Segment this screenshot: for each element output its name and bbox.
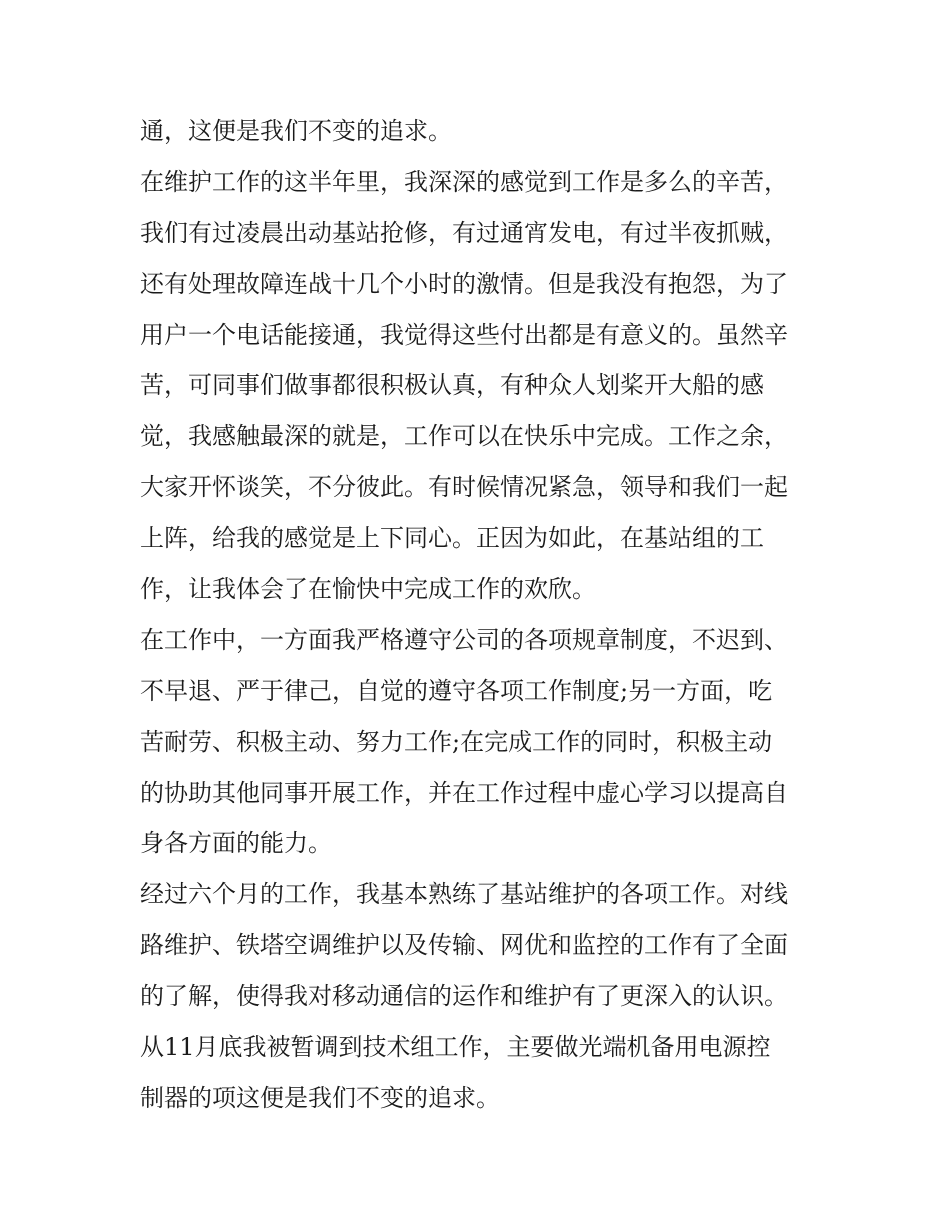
text-line-1: 通，这便是我们不变的追求。: [140, 117, 452, 145]
text-line-7: 觉，我感触最深的就是，工作可以在快乐中完成。工作之余，: [140, 422, 788, 451]
text-line-15: 身各方面的能力。: [140, 829, 332, 858]
text-line-2: 在维护工作的这半年里，我深深的感觉到工作是多么的辛苦，: [140, 167, 788, 196]
text-line-16: 经过六个月的工作，我基本熟练了基站维护的各项工作。对线: [140, 880, 788, 909]
document-body: [140, 106, 820, 1124]
text-line-3: 我们有过凌晨出动基站抢修，有过通宵发电，有过半夜抓贼，: [140, 218, 788, 247]
text-line-8: 大家开怀谈笑，不分彼此。有时候情况紧急，领导和我们一起: [140, 473, 788, 502]
text-line-20: 制器的项这便是我们不变的追求。: [140, 1083, 500, 1112]
text-line-11: 在工作中，一方面我严格遵守公司的各项规章制度，不迟到、: [140, 625, 788, 654]
text-line-5: 用户一个电话能接通，我觉得这些付出都是有意义的。虽然辛: [140, 320, 788, 349]
text-line-9: 上阵，给我的感觉是上下同心。正因为如此，在基站组的工: [140, 524, 764, 553]
text-line-14: 的协助其他同事开展工作，并在工作过程中虚心学习以提高自: [140, 778, 788, 807]
text-line-17: 路维护、铁塔空调维护以及传输、网优和监控的工作有了全面: [140, 931, 788, 960]
text-line-18: 的了解，使得我对移动通信的运作和维护有了更深入的认识。: [140, 982, 788, 1011]
text-line-19: 从11月底我被暂调到技术组工作，主要做光端机备用电源控: [140, 1033, 771, 1062]
text-line-10: 作，让我体会了在愉快中完成工作的欢欣。: [140, 575, 596, 604]
text-line-12: 不早退、严于律己，自觉的遵守各项工作制度;另一方面，吃: [140, 676, 773, 705]
text-line-13: 苦耐劳、积极主动、努力工作;在完成工作的同时，积极主动: [140, 727, 773, 756]
text-line-6: 苦，可同事们做事都很积极认真，有种众人划桨开大船的感: [140, 371, 764, 400]
text-line-4: 还有处理故障连战十几个小时的激情。但是我没有抱怨，为了: [140, 269, 788, 298]
